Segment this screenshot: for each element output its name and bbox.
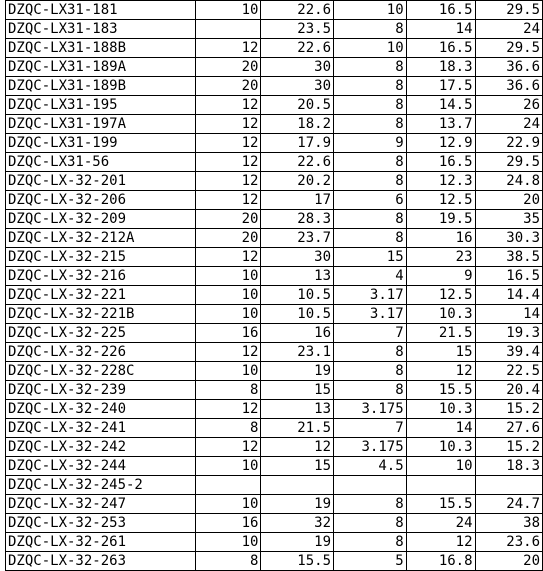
model-cell[interactable]: DZQC-LX-32-245-2 <box>6 476 196 495</box>
value-cell-c4[interactable]: 9 <box>406 267 475 286</box>
value-cell-c5[interactable]: 22.9 <box>475 134 542 153</box>
value-cell-c3[interactable]: 8 <box>334 495 407 514</box>
value-cell-c5[interactable]: 29.5 <box>475 39 542 58</box>
table-row <box>6 115 543 134</box>
value-cell-c4[interactable]: 18.3 <box>406 58 475 77</box>
value-cell-c1[interactable]: 10 <box>195 267 261 286</box>
value-cell-c5[interactable]: 30.3 <box>475 229 542 248</box>
value-cell-c3[interactable]: 8 <box>334 77 407 96</box>
value-cell-c4[interactable]: 13.7 <box>406 115 475 134</box>
table-row <box>6 210 543 229</box>
value-cell-c1[interactable]: 12 <box>195 438 261 457</box>
model-cell[interactable]: DZQC-LX-32-244 <box>6 457 196 476</box>
value-cell-c3[interactable]: 8 <box>334 514 407 533</box>
value-cell-c5[interactable]: 16.5 <box>475 267 542 286</box>
table-row <box>6 172 543 191</box>
value-cell-c5[interactable]: 22.5 <box>475 362 542 381</box>
table-row <box>6 552 543 571</box>
table-row <box>6 58 543 77</box>
table-row <box>6 267 543 286</box>
value-cell-c2[interactable]: 30 <box>261 58 334 77</box>
value-cell-c1[interactable]: 12 <box>195 248 261 267</box>
value-cell-c3[interactable]: 8 <box>334 58 407 77</box>
value-cell-c2[interactable]: 30 <box>261 77 334 96</box>
value-cell-c5[interactable]: 19.3 <box>475 324 542 343</box>
table-row <box>6 1 543 20</box>
value-cell-c1[interactable]: 12 <box>195 172 261 191</box>
value-cell-c4[interactable]: 16.5 <box>406 153 475 172</box>
value-cell-c2[interactable]: 13 <box>261 267 334 286</box>
value-cell-c1[interactable]: 12 <box>195 115 261 134</box>
model-cell[interactable]: DZQC-LX-32-221B <box>6 305 196 324</box>
value-cell-c2[interactable]: 20.2 <box>261 172 334 191</box>
value-cell-c3[interactable]: 4 <box>334 267 407 286</box>
value-cell-c5[interactable]: 24 <box>475 20 542 39</box>
value-cell-c3[interactable]: 9 <box>334 134 407 153</box>
model-cell[interactable]: DZQC-LX-32-209 <box>6 210 196 229</box>
value-cell-c3[interactable]: 7 <box>334 419 407 438</box>
model-cell[interactable]: DZQC-LX-32-247 <box>6 495 196 514</box>
value-cell-c2[interactable]: 22.6 <box>261 1 334 20</box>
table-row <box>6 381 543 400</box>
table-row <box>6 400 543 419</box>
value-cell-c5[interactable]: 24.7 <box>475 495 542 514</box>
table-row <box>6 495 543 514</box>
table-row <box>6 191 543 210</box>
value-cell-c4[interactable]: 12.5 <box>406 191 475 210</box>
model-cell[interactable]: DZQC-LX31-199 <box>6 134 196 153</box>
value-cell-c2[interactable]: 15.5 <box>261 552 334 571</box>
value-cell-c3[interactable]: 8 <box>334 229 407 248</box>
value-cell-c1[interactable]: 10 <box>195 362 261 381</box>
value-cell-c5[interactable]: 20 <box>475 552 542 571</box>
value-cell-c4[interactable]: 16.5 <box>406 39 475 58</box>
model-cell[interactable]: DZQC-LX-32-226 <box>6 343 196 362</box>
value-cell-c2[interactable]: 18.2 <box>261 115 334 134</box>
value-cell-c2[interactable]: 12 <box>261 438 334 457</box>
model-cell[interactable]: DZQC-LX31-183 <box>6 20 196 39</box>
value-cell-c3[interactable]: 3.17 <box>334 286 407 305</box>
model-cell[interactable]: DZQC-LX31-189B <box>6 77 196 96</box>
value-cell-c2[interactable]: 15 <box>261 457 334 476</box>
table-row <box>6 343 543 362</box>
value-cell-c4[interactable]: 14.5 <box>406 96 475 115</box>
value-cell-c3[interactable]: 8 <box>334 533 407 552</box>
value-cell-c3[interactable]: 8 <box>334 343 407 362</box>
value-cell-c1[interactable]: 10 <box>195 1 261 20</box>
value-cell-c4[interactable]: 12 <box>406 533 475 552</box>
table-row <box>6 457 543 476</box>
value-cell-c3[interactable]: 8 <box>334 210 407 229</box>
value-cell-c1[interactable]: 20 <box>195 229 261 248</box>
value-cell-c3[interactable]: 8 <box>334 362 407 381</box>
value-cell-c2[interactable]: 17.9 <box>261 134 334 153</box>
value-cell-c1[interactable]: 10 <box>195 305 261 324</box>
value-cell-c3[interactable]: 8 <box>334 115 407 134</box>
value-cell-c3[interactable]: 8 <box>334 96 407 115</box>
value-cell-c4[interactable]: 23 <box>406 248 475 267</box>
value-cell-c2[interactable]: 22.6 <box>261 153 334 172</box>
value-cell-c1[interactable]: 12 <box>195 96 261 115</box>
value-cell-c1[interactable]: 12 <box>195 153 261 172</box>
value-cell-c4[interactable]: 17.5 <box>406 77 475 96</box>
value-cell-c2[interactable]: 19 <box>261 495 334 514</box>
value-cell-c4[interactable]: 12.5 <box>406 286 475 305</box>
value-cell-c5[interactable]: 20 <box>475 191 542 210</box>
value-cell-c5[interactable]: 29.5 <box>475 153 542 172</box>
value-cell-c3[interactable]: 3.175 <box>334 400 407 419</box>
value-cell-c3[interactable]: 8 <box>334 172 407 191</box>
value-cell-c4[interactable]: 10 <box>406 457 475 476</box>
model-cell[interactable]: DZQC-LX31-188B <box>6 39 196 58</box>
value-cell-c4[interactable]: 15.5 <box>406 381 475 400</box>
value-cell-c4[interactable]: 10.3 <box>406 438 475 457</box>
model-cell[interactable]: DZQC-LX-32-240 <box>6 400 196 419</box>
value-cell-c2[interactable]: 19 <box>261 362 334 381</box>
value-cell-c5[interactable]: 36.6 <box>475 58 542 77</box>
value-cell-c5[interactable]: 39.4 <box>475 343 542 362</box>
value-cell-c4[interactable]: 12.3 <box>406 172 475 191</box>
model-cell[interactable]: DZQC-LX31-197A <box>6 115 196 134</box>
table-row <box>6 248 543 267</box>
value-cell-c4[interactable] <box>406 476 475 495</box>
model-cell[interactable]: DZQC-LX-32-225 <box>6 324 196 343</box>
model-cell[interactable]: DZQC-LX-32-206 <box>6 191 196 210</box>
value-cell-c5[interactable]: 38 <box>475 514 542 533</box>
value-cell-c3[interactable]: 4.5 <box>334 457 407 476</box>
value-cell-c2[interactable]: 28.3 <box>261 210 334 229</box>
model-cell[interactable]: DZQC-LX31-195 <box>6 96 196 115</box>
value-cell-c3[interactable]: 8 <box>334 20 407 39</box>
model-cell[interactable]: DZQC-LX-32-253 <box>6 514 196 533</box>
value-cell-c2[interactable]: 16 <box>261 324 334 343</box>
value-cell-c1[interactable]: 10 <box>195 286 261 305</box>
value-cell-c3[interactable]: 15 <box>334 248 407 267</box>
value-cell-c1[interactable]: 20 <box>195 77 261 96</box>
value-cell-c5[interactable]: 20.4 <box>475 381 542 400</box>
model-cell[interactable]: DZQC-LX-32-201 <box>6 172 196 191</box>
value-cell-c1[interactable]: 16 <box>195 324 261 343</box>
value-cell-c2[interactable]: 23.7 <box>261 229 334 248</box>
value-cell-c4[interactable]: 10.3 <box>406 305 475 324</box>
table-row <box>6 134 543 153</box>
value-cell-c2[interactable]: 23.5 <box>261 20 334 39</box>
value-cell-c5[interactable]: 23.6 <box>475 533 542 552</box>
value-cell-c2[interactable]: 23.1 <box>261 343 334 362</box>
value-cell-c5[interactable]: 14.4 <box>475 286 542 305</box>
table-row <box>6 39 543 58</box>
table-row <box>6 96 543 115</box>
table-row <box>6 514 543 533</box>
value-cell-c2[interactable]: 20.5 <box>261 96 334 115</box>
value-cell-c2[interactable]: 15 <box>261 381 334 400</box>
value-cell-c4[interactable]: 15.5 <box>406 495 475 514</box>
value-cell-c3[interactable]: 6 <box>334 191 407 210</box>
value-cell-c4[interactable]: 10.3 <box>406 400 475 419</box>
value-cell-c4[interactable]: 16.5 <box>406 1 475 20</box>
value-cell-c2[interactable] <box>261 476 334 495</box>
value-cell-c1[interactable]: 10 <box>195 457 261 476</box>
model-cell[interactable]: DZQC-LX-32-221 <box>6 286 196 305</box>
value-cell-c1[interactable]: 8 <box>195 381 261 400</box>
model-cell[interactable]: DZQC-LX-32-263 <box>6 552 196 571</box>
value-cell-c3[interactable]: 7 <box>334 324 407 343</box>
table-row <box>6 286 543 305</box>
value-cell-c1[interactable]: 12 <box>195 400 261 419</box>
table-row <box>6 476 543 495</box>
value-cell-c1[interactable]: 20 <box>195 58 261 77</box>
value-cell-c3[interactable]: 5 <box>334 552 407 571</box>
value-cell-c4[interactable]: 12.9 <box>406 134 475 153</box>
model-cell[interactable]: DZQC-LX-32-261 <box>6 533 196 552</box>
value-cell-c5[interactable]: 26 <box>475 96 542 115</box>
value-cell-c4[interactable]: 19.5 <box>406 210 475 229</box>
value-cell-c3[interactable] <box>334 476 407 495</box>
model-cell[interactable]: DZQC-LX-32-216 <box>6 267 196 286</box>
value-cell-c3[interactable]: 8 <box>334 381 407 400</box>
value-cell-c4[interactable]: 21.5 <box>406 324 475 343</box>
model-cell[interactable]: DZQC-LX-32-242 <box>6 438 196 457</box>
value-cell-c1[interactable]: 12 <box>195 343 261 362</box>
value-cell-c5[interactable]: 18.3 <box>475 457 542 476</box>
value-cell-c1[interactable]: 12 <box>195 39 261 58</box>
value-cell-c5[interactable]: 15.2 <box>475 400 542 419</box>
value-cell-c4[interactable]: 16 <box>406 229 475 248</box>
value-cell-c5[interactable]: 29.5 <box>475 1 542 20</box>
value-cell-c4[interactable]: 16.8 <box>406 552 475 571</box>
value-cell-c3[interactable]: 10 <box>334 39 407 58</box>
value-cell-c1[interactable]: 12 <box>195 134 261 153</box>
value-cell-c4[interactable]: 14 <box>406 20 475 39</box>
value-cell-c3[interactable]: 10 <box>334 1 407 20</box>
value-cell-c2[interactable]: 32 <box>261 514 334 533</box>
model-cell[interactable]: DZQC-LX-32-239 <box>6 381 196 400</box>
value-cell-c4[interactable]: 14 <box>406 419 475 438</box>
value-cell-c1[interactable]: 10 <box>195 495 261 514</box>
model-cell[interactable]: DZQC-LX31-181 <box>6 1 196 20</box>
spreadsheet-table <box>5 0 543 571</box>
value-cell-c3[interactable]: 8 <box>334 153 407 172</box>
value-cell-c4[interactable]: 12 <box>406 362 475 381</box>
table-row <box>6 362 543 381</box>
model-cell[interactable]: DZQC-LX-32-241 <box>6 419 196 438</box>
value-cell-c5[interactable]: 38.5 <box>475 248 542 267</box>
value-cell-c1[interactable]: 8 <box>195 552 261 571</box>
value-cell-c2[interactable]: 10.5 <box>261 286 334 305</box>
table-row <box>6 533 543 552</box>
model-cell[interactable]: DZQC-LX-32-212A <box>6 229 196 248</box>
model-cell[interactable]: DZQC-LX31-189A <box>6 58 196 77</box>
value-cell-c2[interactable]: 21.5 <box>261 419 334 438</box>
table-row <box>6 324 543 343</box>
value-cell-c4[interactable]: 24 <box>406 514 475 533</box>
value-cell-c5[interactable]: 35 <box>475 210 542 229</box>
value-cell-c5[interactable]: 24.8 <box>475 172 542 191</box>
value-cell-c1[interactable] <box>195 476 261 495</box>
value-cell-c1[interactable]: 12 <box>195 191 261 210</box>
table-row <box>6 419 543 438</box>
value-cell-c2[interactable]: 22.6 <box>261 39 334 58</box>
value-cell-c4[interactable]: 15 <box>406 343 475 362</box>
value-cell-c1[interactable] <box>195 20 261 39</box>
table-body <box>6 1 543 571</box>
value-cell-c5[interactable]: 24 <box>475 115 542 134</box>
table-row <box>6 20 543 39</box>
value-cell-c5[interactable]: 36.6 <box>475 77 542 96</box>
value-cell-c2[interactable]: 19 <box>261 533 334 552</box>
value-cell-c1[interactable]: 16 <box>195 514 261 533</box>
model-cell[interactable]: DZQC-LX-32-215 <box>6 248 196 267</box>
value-cell-c1[interactable]: 20 <box>195 210 261 229</box>
model-cell[interactable]: DZQC-LX31-56 <box>6 153 196 172</box>
table-row <box>6 77 543 96</box>
value-cell-c2[interactable]: 13 <box>261 400 334 419</box>
value-cell-c3[interactable]: 3.175 <box>334 438 407 457</box>
value-cell-c2[interactable]: 30 <box>261 248 334 267</box>
value-cell-c5[interactable]: 15.2 <box>475 438 542 457</box>
table-row <box>6 153 543 172</box>
table-row <box>6 229 543 248</box>
value-cell-c1[interactable]: 10 <box>195 533 261 552</box>
value-cell-c5[interactable]: 14 <box>475 305 542 324</box>
value-cell-c5[interactable] <box>475 476 542 495</box>
table-row <box>6 438 543 457</box>
value-cell-c3[interactable]: 3.17 <box>334 305 407 324</box>
value-cell-c1[interactable]: 8 <box>195 419 261 438</box>
value-cell-c2[interactable]: 17 <box>261 191 334 210</box>
table-row <box>6 305 543 324</box>
value-cell-c5[interactable]: 27.6 <box>475 419 542 438</box>
model-cell[interactable]: DZQC-LX-32-228C <box>6 362 196 381</box>
value-cell-c2[interactable]: 10.5 <box>261 305 334 324</box>
